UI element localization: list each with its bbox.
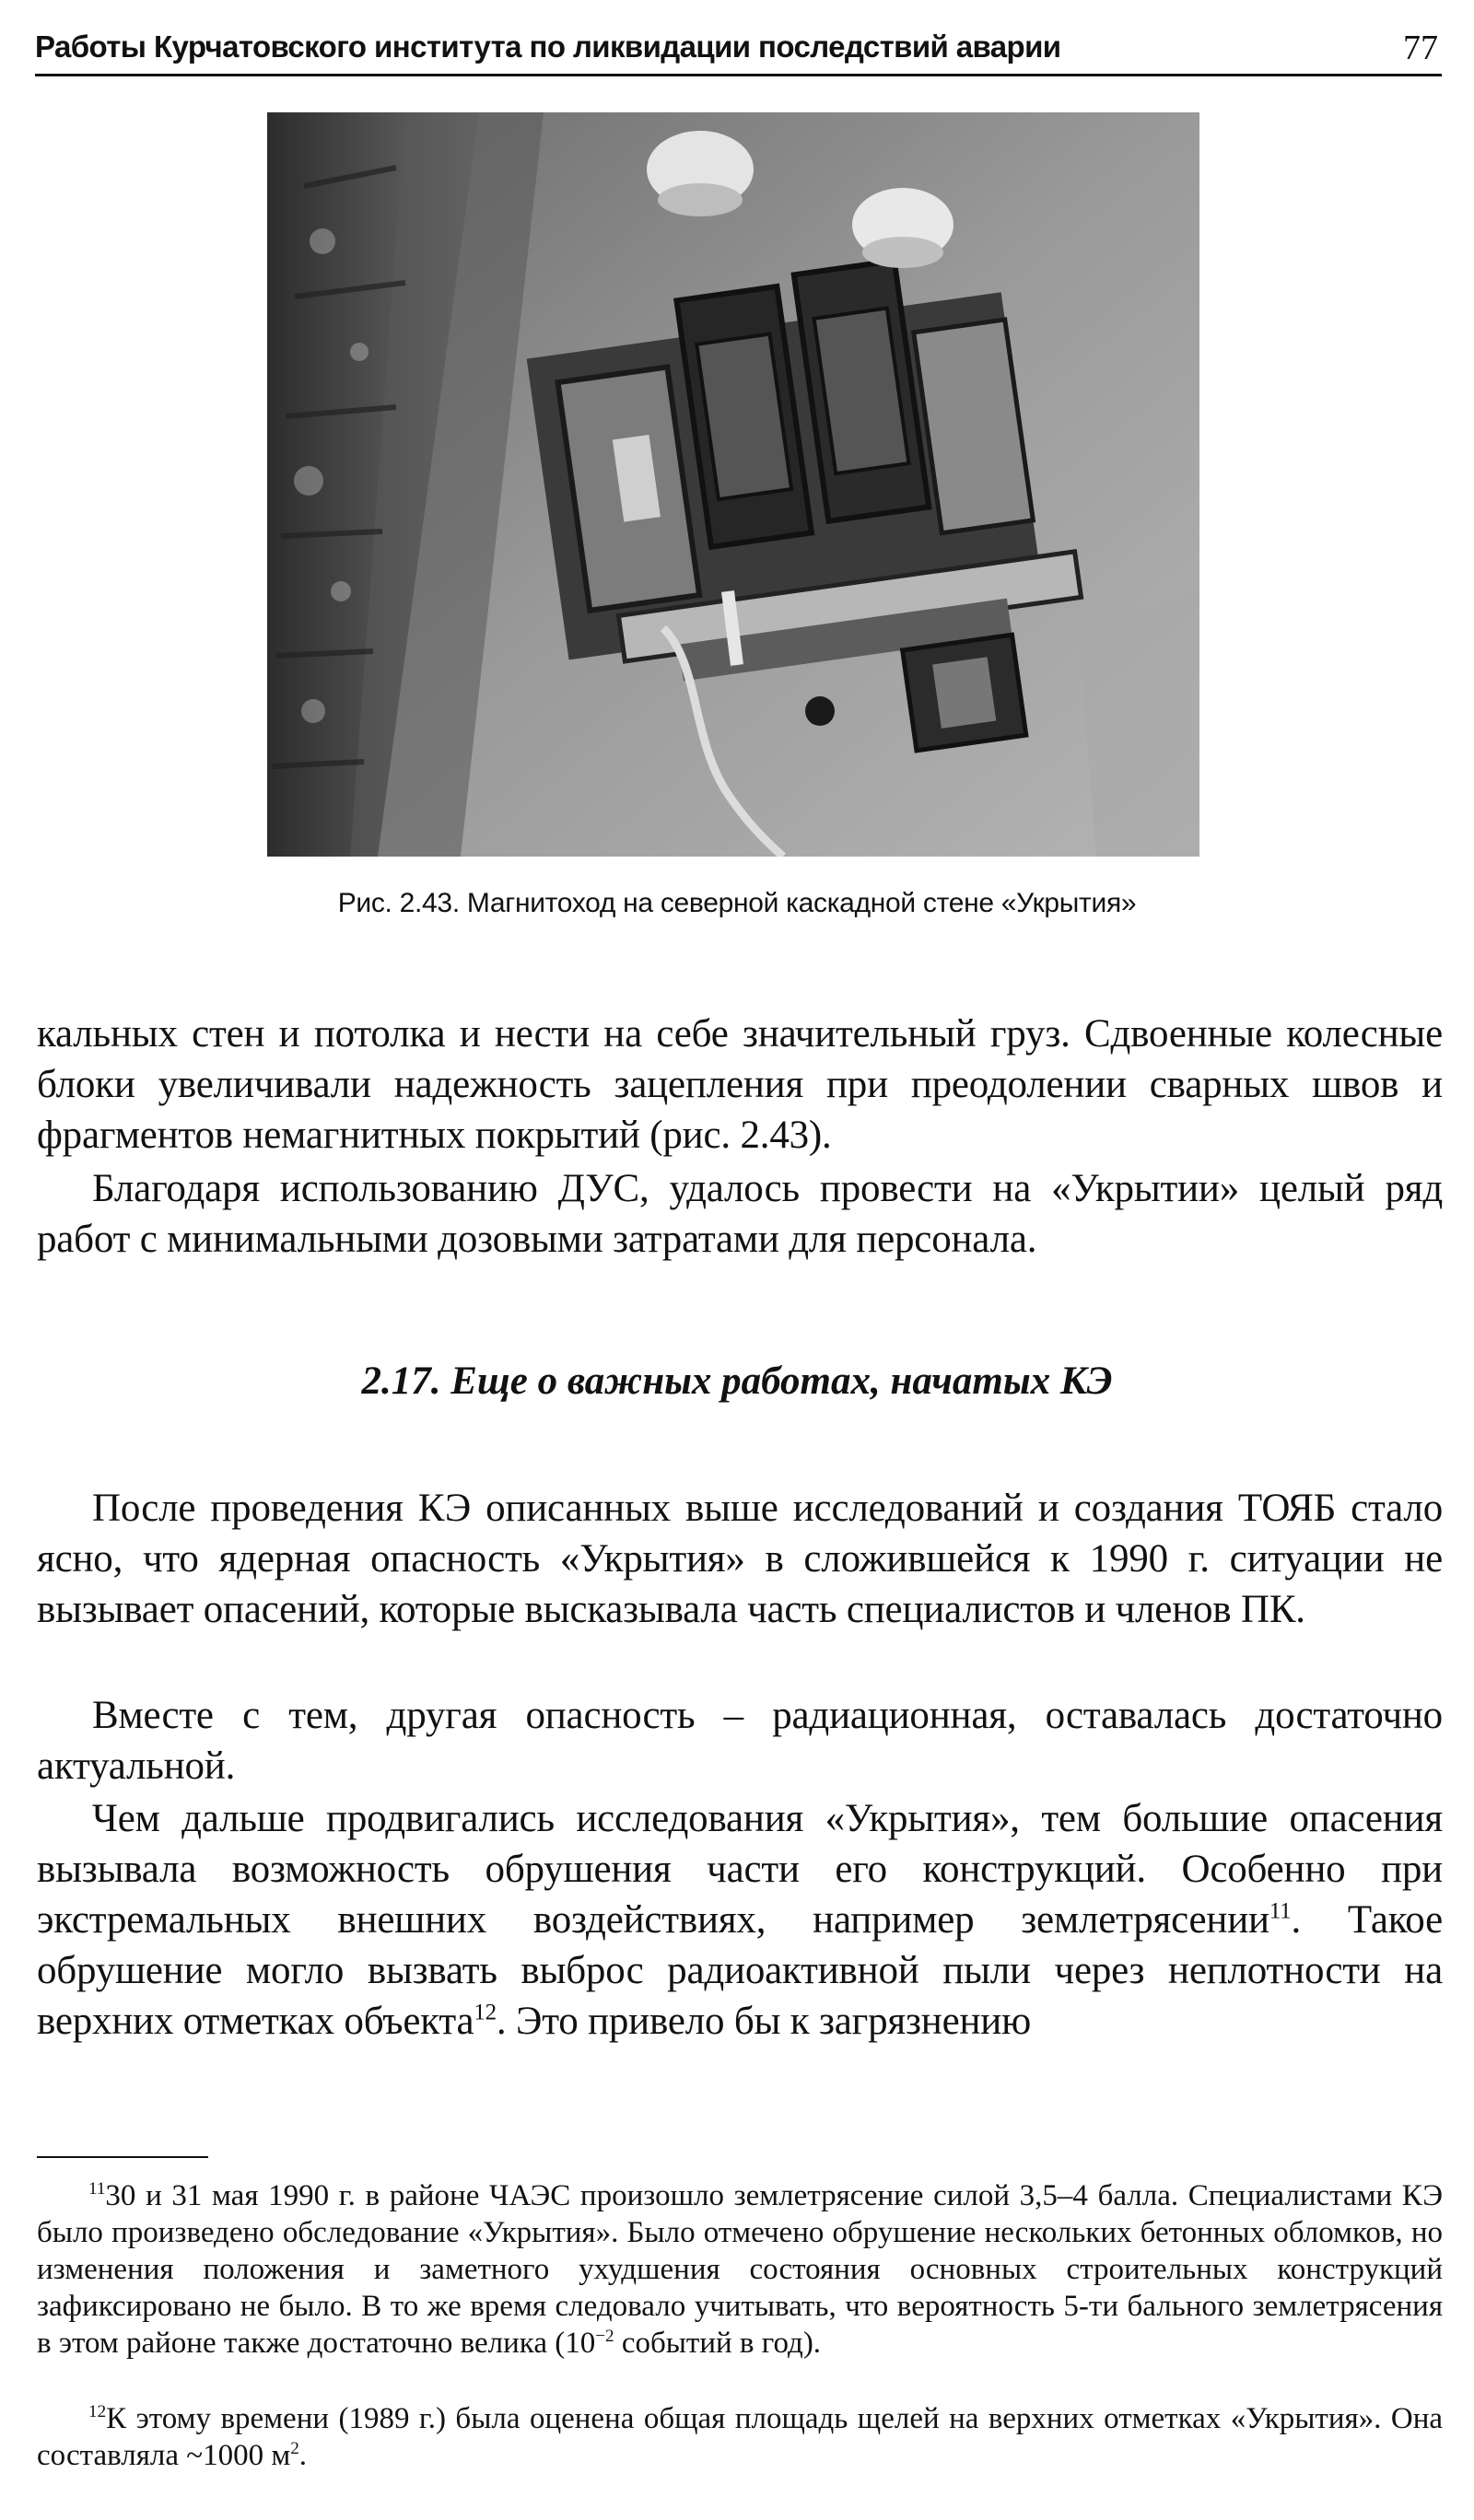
footnote-12-exponent: 2: [290, 2439, 299, 2458]
footnote-12-text-a: К этому времени (1989 г.) была оценена общая площадь щелей на верхних отметках «Укрытия». Она составляла ~1000 м: [37, 2402, 1443, 2472]
paragraph-2: Благодаря использованию ДУС, удалось провести на «Укрытии» целый ряд работ с минимальными дозовыми затратами для персонала.: [37, 1167, 1443, 1261]
page-number: 77: [1403, 29, 1438, 67]
footnote-separator: [37, 2156, 208, 2158]
footnote-11: [37, 2177, 1443, 2362]
footnote-12-marker: 12: [88, 2402, 107, 2421]
footnote-11-marker: 11: [88, 2179, 106, 2199]
running-title: Работы Курчатовского института по ликвидации последствий аварии: [35, 29, 1061, 64]
figure-caption: Рис. 2.43. Магнитоход на северной каскадной стене «Укрытия»: [337, 888, 1137, 918]
paragraph-3: После проведения КЭ описанных выше исследований и создания ТОЯБ стало ясно, что ядерная опасность «Укрытия» в сложившейся к 1990 г. ситуации не вызывает опасений, которые высказывала часть специалистов и членов ПК.: [37, 1487, 1443, 1631]
paragraph-5-text-c: . Это привело бы к загрязнению: [496, 2000, 1032, 2043]
running-header: [35, 28, 1442, 76]
paragraph-1: кальных стен и потолка и нести на себе значительный груз. Сдвоенные колесные блоки увеличивали надежность зацепления при преодолении сварных швов и фрагментов немагнитных покрытий (рис. 2.43).: [37, 1012, 1443, 1157]
figure-photo-magnetic-crawler: [267, 112, 1199, 857]
section-heading: 2.17. Еще о важных работах, начатых КЭ: [361, 1359, 1113, 1403]
footnote-12-text-b: .: [298, 2439, 308, 2472]
paragraph-5-text-b: . Такое обрушение могло вызвать выброс радиоактивной пыли через неплотности на верхних отметках объекта: [37, 1898, 1443, 2043]
footnote-ref-11: 11: [1269, 1898, 1292, 1924]
paragraph-4: Вместе с тем, другая опасность – радиационная, оставалась достаточно актуальной.: [37, 1694, 1443, 1788]
footnote-12: [37, 2400, 1443, 2474]
footnote-11-text-a: 30 и 31 мая 1990 г. в районе ЧАЭС произошло землетрясение силой 3,5–4 балла. Специалистами КЭ было произведено обследование «Укрытия». Было отмечено обрушение нескольких бетонных обломков, но изменения положения и заметного ухудшения состояния основных строительных конструкций зафиксировано не было. В то же время следовало учитывать, что вероятность 5-ти бального землетрясения в этом районе также достаточно велика (10: [37, 2179, 1443, 2360]
paragraph-5-text-a: Чем дальше продвигались исследования «Укрытия», тем большие опасения вызывала возможность обрушения части его конструкций. Особенно при экстремальных внешних воздействиях, например землетрясении: [37, 1797, 1443, 1942]
footnote-11-text-b: событий в год).: [614, 2327, 822, 2360]
paragraph-5: [37, 1793, 1443, 2047]
footnote-11-exponent: −2: [595, 2327, 614, 2346]
footnote-ref-12: 12: [474, 2000, 497, 2025]
